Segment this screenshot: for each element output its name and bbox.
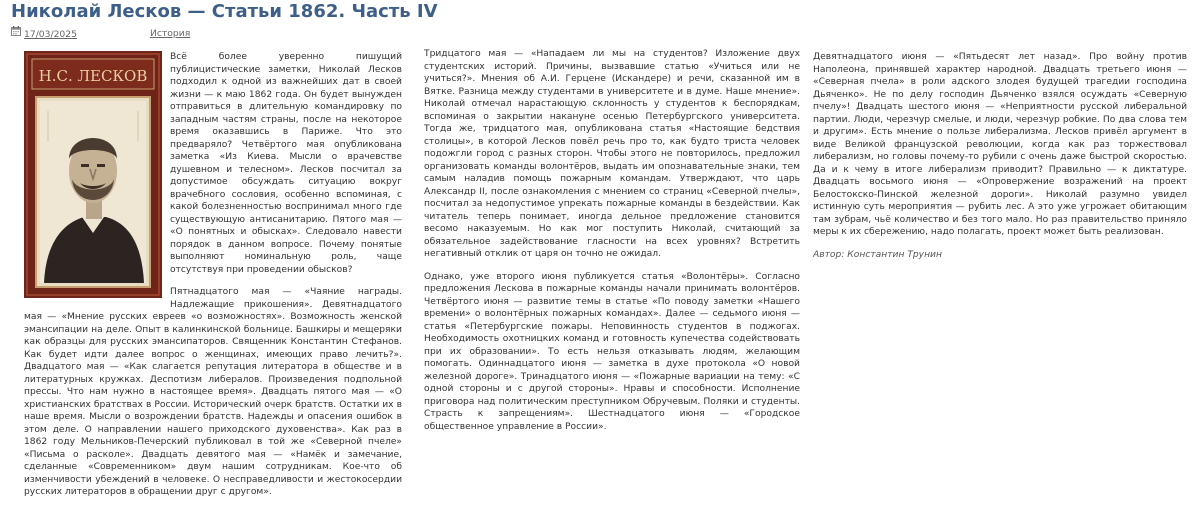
post-meta [11, 27, 191, 41]
paragraph: Всё более уверенно пишущий публицистические заметки, Николай Лесков подходил к одной из важнейших дат в своей жизни — к маю 1862 года. Он будет вынужден отправиться в длительную командировку по западным частям страны, после на некоторое время оказавшись в Париже. Что это предваряло? Четвёртого мая опубликована заметка «Из Киева. Мысли о врачевстве душевном и телесном». Лесков посчитал за допустимое обсуждать ситуацию вокруг врачебного сословия, особенно вспоминая, с какой болезненностью воспринимал много где существующую антисанитарию. Пятого мая — «О понятных и обысках». Следовало навести порядок в данном вопросе. Почему понятые выполняют номинальную роль, чаще отсутствуя при проведении обысков? [170, 52, 402, 275]
category-link[interactable]: История [150, 28, 191, 39]
article-author: Автор: Константин Трунин [813, 249, 942, 260]
article-column-2 [424, 48, 800, 443]
article-column-3 [813, 51, 1187, 271]
article-column-1 [24, 51, 402, 509]
paragraph: Девятнадцатого июня — «Пятьдесят лет назад». Про войну против Наполеона, принявшей характер народной. Двадцать третьего июня — «Северная пчела» в роли адского злодея будущей трагедии господина Дьяченко». Не по делу господин Дьяченко взялся осуждать «Северную пчелу»! Двадцать шестого июня — «Неприятности русской либеральной партии. Люди, черезчур смелые, и люди, черезчур робкие. По два слова тем и другим». Есть мнение о пользе либерализма. Лесков привёл аргумент в виде Великой французской революции, когда как раз торжествовал либерализм, но головы почему-то рубили с очень даже быстрой скоростью. Да и к чему в итоге либерализм приводит? Правильно — к диктатуре. Двадцать восьмого июня — «Опровержение возражений на проект Белостокско-Пинской железной дороги». Николай разумно увидел истинную суть мероприятия — рубить лес. А это уже угрожает обитающим там зубрам, чьё количество и без того мало. Но раз правительство приняло меры к их сбережению, надо полагать, проект может быть реализован. [813, 52, 1187, 237]
book-cover-image [24, 51, 162, 298]
paragraph: Тридцатого мая — «Нападаем ли мы на студентов? Изложение двух студентских историй. Причины, вызвавшие статью «Учиться или не учиться?». Мнения об А.И. Герцене (Искандере) и речи, сказанной им в Вятке. Разница между студентами в университете и в думе. Наше мнение». Николай отмечал нарастающую склонность у студентов к беспорядкам, вспоминая о закрытии накануне осенью Петербургского университета. Тогда же, тридцатого мая, опубликована статья «Настоящие бедствия столицы», в которой Лесков повёл речь про то, как будто триста человек подожгли город с разных сторон. Чтобы этого не повторилось, предложил организовать команды волонтёров, выдать им опознавательные знаки, тем самым наладив помощь пожарным командам. Утверждают, что царь Александр II, после ознакомления с мнением со страниц «Северной пчелы», посчитал за недопустимое упрекать пожарные команды в бездействии. Как читатель теперь понимает, иногда дельное предложение становится весомо наказуемым. Но как мог поступить Николай, считающий за обязательное задействование гласности на всех уровнях? Встретить негативный отклик от царя он точно не ожидал. [424, 49, 800, 259]
paragraph: Однако, уже второго июня публикуется статья «Волонтёры». Согласно предложения Лескова в пожарные команды начали принимать волонтёров. Четвёртого июня — развитие темы в статье «По поводу заметки «Нашего времени» о волонтёрных пожарных командах». Далее — седьмого июня — статья «Петербургские пожары. Неповинность студентов в поджогах. Необходимость охотницких команд и готовность купечества содействовать при их образовании». То есть нельзя отказывать людям, желающим помогать. Одиннадцатого июня — заметка в духе протокола «О новой железной дороге». Тринадцатого июня — «Пожарные вариации на тему: «С одной стороны и с другой стороны». Нравы и способности. Исполнение приговора над политическим преступником Обручевым. Поляки и студенты. Страсть к запрещениям». Шестнадцатого июня — «Городское общественное управление в России». [424, 271, 800, 432]
page-title: Николай Лесков — Статьи 1862. Часть IV [11, 1, 438, 22]
post-date-link[interactable]: 17/03/2025 [24, 29, 77, 40]
calendar-icon [11, 26, 21, 41]
paragraph: Пятнадцатого мая — «Чаяние награды. Надлежащие прикошения». Девятнадцатого мая — «Мнение русских евреев «о возможностях». Возможность женской эмансипации на деле. Опыт в калинкинской больнице. Башкиры и мещеряки как образцы для русских эмансипаторов. Священник Константин Стефанов. Как будет идти далее вопрос о женщинах, имеющих право лечить?». Двадцатого мая — «Как слагается репутация литератора в обществе и в литературных кружках. Деспотизм либералов. Произведения подпольной прессы. Что нам нужно в настоящее время». Двадцать пятого мая — «О христианских братствах в России. Исторический очерк братств. Остатки их в наше время. Мысли о возрождении братств. Надежды и опасения ошибок в этом деле. О направлении нашего приходского духовенства». Как раз в 1862 году Мельников-Печерский публиковал в той же «Северной пчеле» «Письма о расколе». Двадцать девятого мая — «Намёк и замечание, сделанные «Современником» двум нашим сотрудникам. Кое-что об изменчивости убеждений в человеке. О несправедливости и жестокосердии русских литераторов в обращении друг с другом». [24, 287, 402, 497]
cover-author-name: Н.С. ЛЕСКОВ [38, 67, 148, 85]
